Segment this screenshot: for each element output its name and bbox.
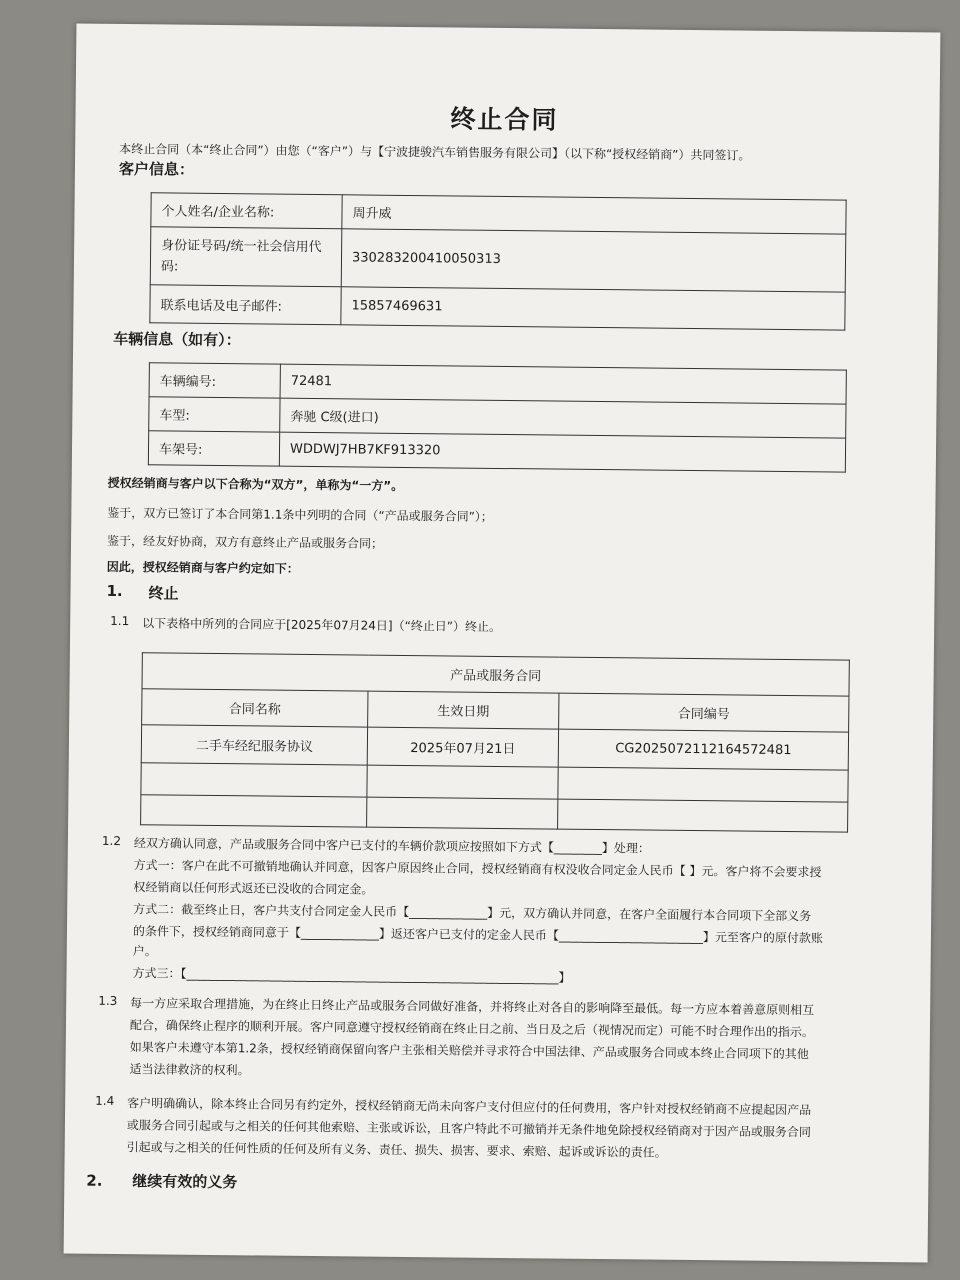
customer-contact-label: 联系电话及电子邮件: (150, 285, 341, 325)
customer-name-value: 周升威 (342, 195, 846, 234)
customer-id-value: 330283200410050313 (341, 229, 846, 292)
clause-1-2-way2-line3: 户。 (132, 944, 157, 959)
clause-1-2-way2-line2: 的条件下，授权经销商同意于【_____________】返还客户已支付的定金人民币【________________________】元至客户的原付款账 (132, 924, 824, 946)
section-1-number: 1. (106, 581, 123, 601)
contract-table (140, 652, 850, 832)
clause-1-4-line1: 客户明确确认，除本终止合同另有约定外，授权经销商无尚未向客户支付但应付的任何费用，客户针对授权经销商不应提起因产品 (127, 1096, 812, 1118)
clause-1-1-text: 以下表格中所列的合同应于[2025年07月24日]（“终止日”）终止。 (142, 616, 502, 634)
section-1-title: 终止 (148, 584, 179, 603)
column-header-number: 合同编号 (559, 693, 849, 732)
whereas-1: 鉴于，双方已签订了本合同第1.1条中列明的合同（“产品或服务合同”）； (107, 505, 493, 524)
table-cell (141, 795, 367, 827)
clause-1-3-line1: 每一方应采取合理措施，为在终止日终止产品或服务合同做好准备，并将终止对各自的影响降至最低。每一方应本着善意原则相互 (130, 996, 815, 1018)
clause-1-2-way1-line2: 权经销商以任何形式返还已没收的合同定金。 (133, 880, 374, 897)
vehicle-number-label: 车辆编号: (149, 363, 280, 398)
clause-1-4-number: 1.4 (95, 1093, 115, 1108)
vehicle-number-value: 72481 (280, 364, 846, 404)
section-2-title: 继续有效的义务 (132, 1172, 238, 1192)
vehicle-table (148, 362, 847, 472)
table-cell: CG2025072112164572481 (558, 729, 848, 770)
clause-1-3-line4: 适当法律救济的权利。 (129, 1062, 250, 1078)
clause-1-4-line3: 引起或与之相关的任何性质的任何及所有义务、责任、损失、损害、要求、索赔、起诉或诉讼的责任。 (126, 1140, 667, 1160)
clause-1-1-number: 1.1 (110, 613, 130, 629)
clause-1-3-line2: 配合，确保终止程序的顺利开展。客户同意遵守授权经销商在终止日之前、当日及之后（视情况而定）可能不时合理作出的指示。 (129, 1018, 815, 1040)
table-cell: 二手车经纪服务协议 (141, 725, 367, 765)
vehicle-vin-label: 车架号: (148, 431, 279, 466)
whereas-2: 鉴于，经友好协商，双方有意终止产品或服务合同； (106, 533, 384, 551)
clause-1-3-line3: 如果客户未遵守本第1.2条，授权经销商保留向客户主张相关赔偿并寻求符合中国法律、产品或服务合同或本终止合同项下的其他 (129, 1040, 809, 1062)
clause-1-2-way3: 方式三：【______________________________________________________________】 (132, 966, 571, 985)
clause-1-2-number: 1.2 (101, 833, 122, 849)
table-cell (558, 799, 848, 832)
table-row (150, 285, 845, 330)
clause-1-2-intro: 经双方确认同意，产品或服务合同中客户已支付的车辆价款项应按照如下方式【________】处理： (133, 836, 650, 856)
clause-1-3-number: 1.3 (98, 993, 118, 1008)
customer-contact-value: 15857469631 (341, 287, 845, 330)
column-header-name: 合同名称 (142, 689, 368, 727)
table-cell (141, 763, 367, 797)
contract-page (64, 24, 941, 1263)
contract-table-title: 产品或服务合同 (142, 653, 849, 696)
doc-title: 终止合同 (450, 104, 559, 135)
intro-paragraph: 本终止合同（本“终止合同”）由您（“客户”）与【宁波捷骏汽车销售服务有限公司】（以下称“授权经销商”）共同签订。 (119, 141, 751, 163)
clause-1-4-line2: 或服务合同引起或与之相关的任何其他索赔、主张或诉讼，且客户特此不可撤销并无条件地免除授权经销商对于因产品或服务合同 (126, 1118, 811, 1140)
customer-heading: 客户信息： (118, 159, 195, 179)
table-row (141, 795, 848, 832)
customer-name-label: 个人姓名/企业名称: (151, 193, 342, 229)
column-header-date: 生效日期 (368, 691, 559, 729)
customer-table (149, 192, 846, 330)
table-cell (367, 797, 558, 829)
therefore-paragraph: 因此，授权经销商与客户约定如下： (106, 559, 299, 576)
table-row (148, 431, 845, 472)
vehicle-heading: 车辆信息（如有）： (113, 329, 241, 350)
customer-id-label: 身份证号码/统一社会信用代码: (150, 227, 342, 287)
parties-paragraph: 授权经销商与客户以下合称为“双方”，单称为“一方”。 (107, 475, 404, 493)
table-cell (367, 765, 558, 799)
vehicle-model-label: 车型: (149, 397, 280, 432)
clause-1-2-way1-line1: 方式一：客户在此不可撤销地确认并同意，因客户原因终止合同，授权经销商有权没收合同定金人民币【 】元。客户将不会要求授 (133, 858, 822, 880)
section-2-number: 2. (86, 1171, 103, 1190)
vehicle-model-value: 奔驰 C级(进口) (280, 398, 846, 438)
table-cell: 2025年07月21日 (367, 727, 558, 767)
table-cell (558, 767, 848, 802)
clause-1-2-way2-line1: 方式二：截至终止日，客户共支付合同定金人民币【_____________】元，双方确认并同意，在客户全面履行本合同项下全部义务 (133, 902, 812, 924)
table-row (150, 227, 846, 292)
vehicle-vin-value: WDDWJ7HB7KF913320 (279, 432, 845, 472)
